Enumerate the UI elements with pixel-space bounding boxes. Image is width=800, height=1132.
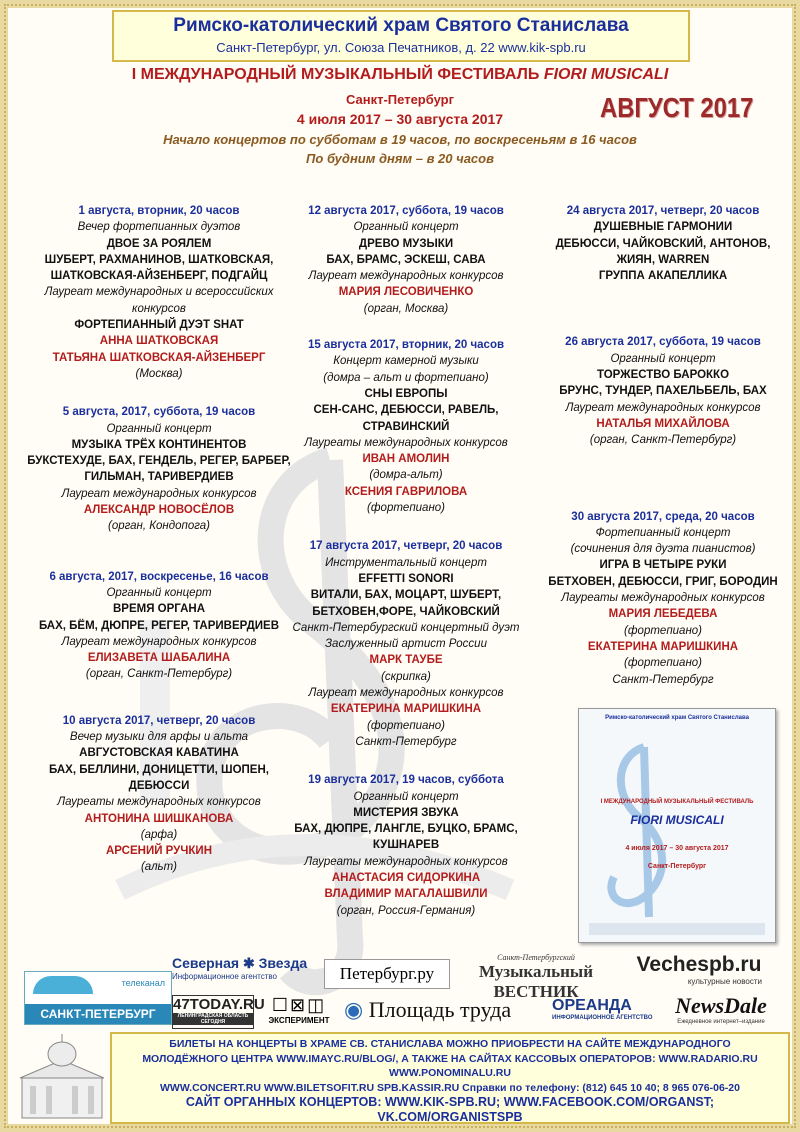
ticket-line-3: WWW.CONCERT.RU WWW.BILETSOFIT.RU SPB.KASSIR.RU Справки по телефону: (812) 645 10 40; 8 965 076-06-20 xyxy=(160,1081,740,1094)
oreanda-sub: ИНФОРМАЦИОННОЕ АГЕНТСТВО xyxy=(552,1015,653,1021)
today-label: 47TODAY.RU xyxy=(173,996,265,1013)
zvezda-sub: Информационное агентство xyxy=(172,972,277,981)
event-composers: ШУБЕРТ, РАХМАНИНОВ, ШАТКОВСКАЯ, ШАТКОВСКАЯ-АЙЗЕНБЕРГ, ПОДГАЙЦ xyxy=(44,253,274,283)
event-ensemble: Санкт-Петербургский концертный дуэт xyxy=(292,621,520,634)
performer: ВЛАДИМИР МАГАЛАШВИЛИ xyxy=(324,888,488,901)
ploshchad-label: Площадь труда xyxy=(368,997,512,1022)
event-genre: Фортепианный концерт xyxy=(595,526,731,539)
church-address: Санкт-Петербург, ул. Союза Печатников, д. 22 www.kik-spb.ru xyxy=(216,40,586,55)
performer: КСЕНИЯ ГАВРИЛОВА xyxy=(344,485,468,498)
event-date: 17 августа 2017, четверг, 20 часов xyxy=(309,540,503,553)
today-sub: ЛЕНИНГРАДСКАЯ ОБЛАСТЬ СЕГОДНЯ xyxy=(173,1013,253,1025)
festival-city: Санкт-Петербург xyxy=(345,92,455,107)
event-aug-15 xyxy=(286,337,526,516)
event-date: 6 августа, 2017, воскресенье, 16 часов xyxy=(49,570,269,583)
event-genre: Органный концерт xyxy=(610,352,716,365)
performer: МАРК ТАУБЕ xyxy=(369,654,443,667)
event-place: (арфа) xyxy=(140,828,178,841)
event-genre-detail: (сочинения для дуэта пианистов) xyxy=(570,543,756,556)
experiment-logo xyxy=(258,995,340,1029)
event-award: Лауреат международных конкурсов xyxy=(61,487,257,500)
event-place: (скрипка) xyxy=(381,670,431,683)
event-award: Лауреаты международных конкурсов xyxy=(57,796,261,809)
poster-clef-icon xyxy=(599,737,679,927)
event-composers: СЕН-САНС, ДЕБЮССИ, РАВЕЛЬ, СТРАВИНСКИЙ xyxy=(313,404,499,433)
event-name: СНЫ ЕВРОПЫ xyxy=(364,387,448,400)
event-aug-26 xyxy=(538,334,788,448)
event-name: МУЗЫКА ТРЁХ КОНТИНЕНТОВ xyxy=(71,438,247,451)
event-place: (фортепиано) xyxy=(623,657,702,670)
newsdale-logo xyxy=(658,993,784,1029)
zvezda-logo xyxy=(172,955,320,993)
event-place: (альт) xyxy=(140,861,178,874)
performer: ЕКАТЕРИНА МАРИШКИНА xyxy=(330,703,482,716)
event-aug-19 xyxy=(286,772,526,919)
poster-church: Римско-католический храм Святого Станислава xyxy=(605,715,749,721)
veches-label: Vechespb.ru xyxy=(636,953,762,976)
event-date: 15 августа 2017, вторник, 20 часов xyxy=(307,339,505,352)
month-label: АВГУСТ 2017 xyxy=(600,92,754,123)
event-name: EFFETTI SONORI xyxy=(358,572,454,585)
event-name: ИГРА В ЧЕТЫРЕ РУКИ xyxy=(599,559,727,572)
church-building-icon xyxy=(16,1032,108,1122)
event-aug-5 xyxy=(24,404,294,534)
events-column-3 xyxy=(538,203,788,688)
event-genre: Органный концерт xyxy=(353,790,459,803)
event-genre: Вечер фортепианных дуэтов xyxy=(77,221,241,234)
experiment-label: ЭКСПЕРИМЕНТ xyxy=(268,1016,330,1025)
event-name: ДУШЕВНЫЕ ГАРМОНИИ xyxy=(593,221,733,234)
event-date: 19 августа 2017, 19 часов, суббота xyxy=(308,774,504,787)
event-composers: БУКСТЕХУДЕ, БАХ, ГЕНДЕЛЬ, РЕГЕР, БАРБЕР, ГИЛЬМАН, ТАРИВЕРДИЕВ xyxy=(27,455,291,484)
poster-city: Санкт-Петербург xyxy=(647,863,707,870)
poster-name: FIORI MUSICALI xyxy=(630,813,724,827)
event-place: (фортепиано) xyxy=(623,624,702,637)
47today-logo xyxy=(172,995,265,1029)
organ-sites-line: САЙТ ОРГАННЫХ КОНЦЕРТОВ: WWW.KIK-SPB.RU; WWW.FACEBOOK.COM/ORGANST; VK.COM/ORGANISTSPB xyxy=(185,1095,715,1124)
church-header xyxy=(112,10,690,62)
church-title: Римско-католический храм Святого Станислава xyxy=(173,15,629,36)
vestnik-small: Санкт-Петербургский xyxy=(497,953,575,962)
oreanda-logo xyxy=(552,997,656,1029)
ticket-info-footer xyxy=(110,1032,790,1124)
events-column-2 xyxy=(286,203,526,919)
event-name: ДВОЕ ЗА РОЯЛЕМ xyxy=(106,237,212,250)
vechespb-logo xyxy=(624,953,774,993)
event-date: 1 августа, вторник, 20 часов xyxy=(78,205,240,217)
event-composers: БАХ, ДЮПРЕ, ЛАНГЛЕ, БУЦКО, БРАМС, КУШНАРЕВ xyxy=(294,823,518,852)
performer: ЕЛИЗАВЕТА ШАБАЛИНА xyxy=(87,652,231,665)
event-aug-30 xyxy=(538,509,788,688)
performer: НАТАЛЬЯ МИХАЙЛОВА xyxy=(596,417,730,430)
event-date: 24 августа 2017, четверг, 20 часов xyxy=(566,205,760,217)
event-place: (Москва) xyxy=(135,367,183,380)
event-date: 30 августа 2017, среда, 20 часов xyxy=(571,510,755,523)
event-place: (орган, Санкт-Петербург) xyxy=(589,434,737,447)
tv-spb-logo xyxy=(24,971,172,1025)
ticket-line-1: БИЛЕТЫ НА КОНЦЕРТЫ В ХРАМЕ СВ. СТАНИСЛАВА МОЖНО ПРИОБРЕСТИ НА САЙТЕ МЕЖДУНАРОДНОГО xyxy=(169,1038,731,1050)
event-city: Санкт-Петербург xyxy=(612,673,714,686)
veches-sub: культурные новости xyxy=(687,977,762,986)
ploshchad-truda-logo xyxy=(344,997,548,1029)
event-name: АВГУСТОВСКАЯ КАВАТИНА xyxy=(79,747,239,760)
performer: ИВАН АМОЛИН xyxy=(362,453,450,466)
newsdale-sub: Ежедневное интернет–издание xyxy=(677,1019,765,1025)
event-composers: БРУНС, ТУНДЕР, ПАХЕЛЬБЕЛЬ, БАХ xyxy=(559,385,767,398)
event-genre-detail: (домра – альт и фортепиано) xyxy=(323,371,489,384)
poster-dates: 4 июля 2017 – 30 августа 2017 xyxy=(625,845,729,852)
event-name: МИСТЕРИЯ ЗВУКА xyxy=(353,806,459,819)
event-aug-1 xyxy=(24,203,294,382)
festival-name: FIORI MUSICALI xyxy=(543,66,669,83)
event-composers: БАХ, БРАМС, ЭСКЕШ, САВА xyxy=(326,253,486,266)
performer: АЛЕКСАНДР НОВОСЁЛОВ xyxy=(83,504,235,517)
event-award: Лауреат международных конкурсов xyxy=(61,635,257,648)
event-composers: ДЕБЮССИ, ЧАЙКОВСКИЙ, АНТОНОВ, ЖИЯН, WARREN xyxy=(555,237,771,266)
event-date: 26 августа 2017, суббота, 19 часов xyxy=(565,336,761,349)
event-date: 5 августа, 2017, суббота, 19 часов xyxy=(62,406,256,419)
event-award: Лауреаты международных конкурсов xyxy=(304,855,508,868)
festival-dates: 4 июля 2017 – 30 августа 2017 xyxy=(296,111,504,127)
poster-fest: I МЕЖДУНАРОДНЫЙ МУЗЫКАЛЬНЫЙ ФЕСТИВАЛЬ xyxy=(600,799,754,805)
event-date: 12 августа 2017, суббота, 19 часов xyxy=(308,205,504,217)
event-award: Лауреат международных конкурсов xyxy=(565,401,761,414)
event-aug-12 xyxy=(286,203,526,317)
experiment-icon: ☐⊠◫ xyxy=(271,995,327,1015)
festival-note-weekday: По будним дням – в 20 часов xyxy=(306,151,494,166)
event-aug-6 xyxy=(24,569,294,683)
performer: АНТОНИНА ШИШКАНОВА xyxy=(84,812,234,825)
events-column-1 xyxy=(24,203,294,876)
event-composers: ВИТАЛИ, БАХ, МОЦАРТ, ШУБЕРТ, БЕТХОВЕН,ФОРЕ, ЧАЙКОВСКИЙ xyxy=(310,589,502,618)
event-ensemble: ФОРТЕПИАННЫЙ ДУЭТ SHAT xyxy=(74,319,244,332)
event-genre: Концерт камерной музыки xyxy=(333,355,479,368)
event-name: ВРЕМЯ ОРГАНА xyxy=(112,603,205,616)
event-genre: Органный концерт xyxy=(106,586,212,599)
globe-icon: ◉ xyxy=(344,997,364,1022)
festival-title-prefix: I МЕЖДУНАРОДНЫЙ МУЗЫКАЛЬНЫЙ ФЕСТИВАЛЬ xyxy=(131,66,540,83)
newsdale-label: NewsDale xyxy=(675,993,767,1018)
event-aug-10 xyxy=(24,713,294,876)
performer: ТАТЬЯНА ШАТКОВСКАЯ-АЙЗЕНБЕРГ xyxy=(52,351,266,364)
event-composers: БЕТХОВЕН, ДЕБЮССИ, ГРИГ, БОРОДИН xyxy=(548,575,778,588)
event-genre: Вечер музыки для арфы и альта xyxy=(69,731,249,744)
performer: МАРИЯ ЛЕБЕДЕВА xyxy=(608,608,718,621)
tv-wave-icon xyxy=(33,976,93,994)
event-aug-17 xyxy=(286,538,526,750)
event-composers: БАХ, БЕЛЛИНИ, ДОНИЦЕТТИ, ШОПЕН, ДЕБЮССИ xyxy=(49,763,269,792)
event-date: 10 августа 2017, четверг, 20 часов xyxy=(62,714,256,727)
event-award: Заслуженный артист России xyxy=(325,638,487,651)
festival-title xyxy=(0,66,800,84)
event-genre: Инструментальный концерт xyxy=(325,556,487,569)
peterburg-ru-logo: Петербург.ру xyxy=(324,959,450,989)
event-award: Лауреаты международных конкурсов xyxy=(304,436,508,449)
performer: ЕКАТЕРИНА МАРИШКИНА xyxy=(587,640,739,653)
music-vestnik-logo xyxy=(456,953,616,1001)
event-name: ДРЕВО МУЗЫКИ xyxy=(358,237,454,250)
sponsor-logos xyxy=(12,953,788,1033)
festival-poster-thumbnail xyxy=(578,708,776,943)
event-place: (орган, Москва) xyxy=(363,302,449,315)
festival-note-weekend: Начало концертов по субботам в 19 часов, по воскресеньям в 16 часов xyxy=(163,132,637,147)
event-award: Лауреат международных конкурсов xyxy=(308,270,504,283)
poster-sponsor-strip xyxy=(589,923,765,935)
tv-small-label: телеканал xyxy=(121,978,165,988)
performer: АНАСТАСИЯ СИДОРКИНА xyxy=(331,871,481,884)
event-genre: Органный концерт xyxy=(106,422,212,435)
event-place: (домра-альт) xyxy=(369,469,443,482)
event-city: Санкт-Петербург xyxy=(355,735,457,748)
event-ensemble: ГРУППА АКАПЕЛЛИКА xyxy=(598,270,728,283)
event-place: (фортепиано) xyxy=(366,502,445,515)
event-name: ТОРЖЕСТВО БАРОККО xyxy=(596,369,730,382)
event-award: Лауреаты международных конкурсов xyxy=(561,592,765,605)
event-place: (орган, Россия-Германия) xyxy=(336,904,476,917)
ticket-line-2: МОЛОДЁЖНОГО ЦЕНТРА WWW.IMAYC.RU/BLOG/, А ТАКЖЕ НА САЙТАХ КАССОВЫХ ОПЕРАТОРОВ: WWW.RADARIO.RU WWW.PONOMINALU.RU xyxy=(142,1052,758,1079)
event-genre: Органный концерт xyxy=(353,221,459,234)
event-place: (орган, Кондопога) xyxy=(107,520,211,533)
event-aug-24 xyxy=(538,203,788,284)
performer: МАРИЯ ЛЕСОВИЧЕНКО xyxy=(338,286,474,299)
oreanda-label: ОРЕАНДА xyxy=(552,997,632,1014)
event-composers: БАХ, БЁМ, ДЮПРЕ, РЕГЕР, ТАРИВЕРДИЕВ xyxy=(38,619,280,632)
event-place: (орган, Санкт-Петербург) xyxy=(85,668,233,681)
tv-label: САНКТ-ПЕТЕРБУРГ xyxy=(25,1004,171,1024)
vestnik-label: Музыкальный ВЕСТНИК xyxy=(478,962,593,1001)
event-award: Лауреат международных и всероссийских конкурсов xyxy=(44,286,274,315)
event-place: (фортепиано) xyxy=(366,719,445,732)
performer: АРСЕНИЙ РУЧКИН xyxy=(105,845,213,858)
zvezda-label: Северная ✱ Звезда xyxy=(172,955,308,971)
event-award: Лауреат международных конкурсов xyxy=(308,687,504,700)
performer: АННА ШАТКОВСКАЯ xyxy=(99,335,219,348)
